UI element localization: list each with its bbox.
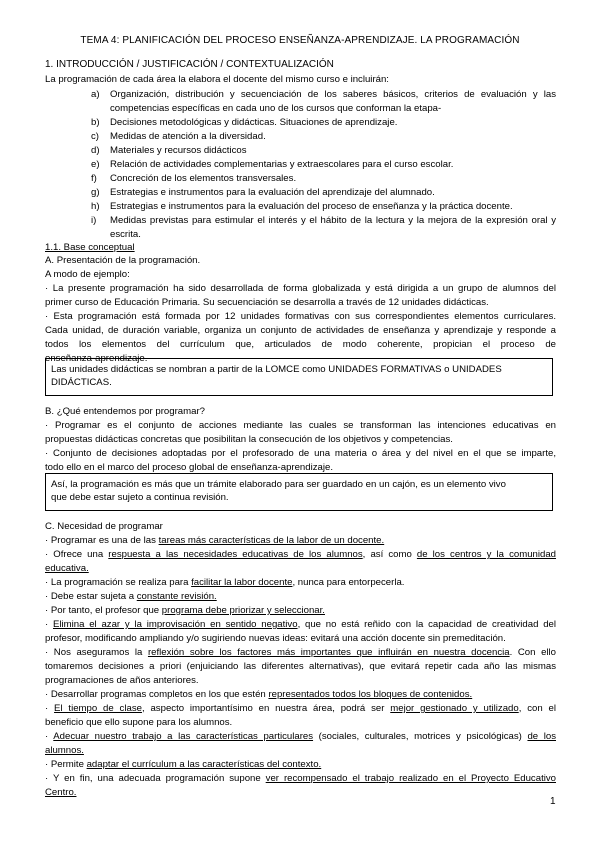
text-run: · xyxy=(45,731,54,742)
text-run: , así como xyxy=(362,549,417,560)
document-title: TEMA 4: PLANIFICACIÓN DEL PROCESO ENSEÑANZA-APRENDIZAJE. LA PROGRAMACIÓN xyxy=(80,35,520,46)
subsection-heading-text: 1.1. Base conceptual xyxy=(45,242,135,253)
paragraph-line xyxy=(45,562,89,575)
paragraph-line xyxy=(45,590,217,603)
list-item-label: g) xyxy=(91,187,100,198)
list-item-label: c) xyxy=(91,131,99,142)
text-run: · xyxy=(45,703,55,714)
paragraph-line xyxy=(45,548,556,561)
underlined-text: tareas más características de la labor de un docente. xyxy=(158,535,385,546)
paragraph-line: primer curso de Educación Primaria. Su secuenciación se desarrolla a través de 12 unidades didácticas. xyxy=(45,297,489,308)
list-item-label: e) xyxy=(91,159,100,170)
paragraph-line xyxy=(45,772,556,785)
paragraph-line xyxy=(45,534,384,547)
paragraph-line xyxy=(45,576,404,589)
paragraph-line: · Programar es el conjunto de acciones mediante las cuales se transforman las intenciones educativas en xyxy=(45,420,556,431)
paragraph-line: profesor, modificando ampliando y/o sugiriendo nuevas ideas: evitará una acción docente sin premeditación. xyxy=(45,633,506,644)
underlined-text: representados todos los bloques de contenidos. xyxy=(268,689,473,700)
paragraph-line xyxy=(45,604,325,617)
note-box-line: que debe estar sujeto a continua revisión. xyxy=(51,492,229,503)
text-run: · Programar es una de las xyxy=(45,535,159,546)
section-c-heading: C. Necesidad de programar xyxy=(45,521,163,532)
list-item-label: f) xyxy=(91,173,97,184)
text-run: · Y en fin, una adecuada programación supone xyxy=(45,773,266,784)
list-item-text: Decisiones metodológicas y didácticas. Situaciones de aprendizaje. xyxy=(110,117,398,128)
underlined-text: ver recompensado el trabajo realizado en el Proyecto Educativo xyxy=(265,773,556,784)
note-box-revision xyxy=(45,473,553,511)
text-run: · Nos aseguramos la xyxy=(45,647,148,658)
underlined-text: reflexión sobre los factores más importantes que influirán en nuestra docencia xyxy=(147,647,510,658)
list-item-text: escrita. xyxy=(110,229,141,240)
underlined-text: constante revisión. xyxy=(136,591,217,602)
paragraph-line xyxy=(45,688,472,701)
underlined-text: alumnos. xyxy=(45,745,84,756)
paragraph-line: tomaremos decisiones a priori (enjuiciando las diferentes alternativas), que evitará repetir cada año las mismas xyxy=(45,661,556,672)
subsection-heading xyxy=(45,241,135,254)
text-run: · xyxy=(45,619,53,630)
list-item-label: d) xyxy=(91,145,100,156)
underlined-text: respuesta a las necesidades educativas de los alumnos xyxy=(108,549,363,560)
underlined-text: facilitar la labor docente xyxy=(191,577,293,588)
text-run: · Por tanto, el profesor que xyxy=(45,605,162,616)
list-item-text: Concreción de los elementos transversales. xyxy=(110,173,297,184)
paragraph-line: programaciones de años anteriores. xyxy=(45,675,199,686)
paragraph-line xyxy=(45,744,84,757)
list-item-text: Medidas de atención a la diversidad. xyxy=(110,131,266,142)
list-item-text: Relación de actividades complementarias y extraescolares para el curso escolar. xyxy=(110,159,454,170)
paragraph-line: todo ello en el marco del proceso global de enseñanza-aprendizaje. xyxy=(45,462,334,473)
underlined-text: Centro. xyxy=(45,787,77,798)
underlined-text: Adecuar nuestro trabajo a las características particulares xyxy=(53,731,314,742)
paragraph-line xyxy=(45,730,556,743)
underlined-text: adaptar el currículum a las características del contexto. xyxy=(86,759,322,770)
text-run: · La programación se realiza para xyxy=(45,577,192,588)
list-item-text: Materiales y recursos didácticos xyxy=(110,145,247,156)
list-item-text: Organización, distribución y secuenciación de los saberes básicos, criterios de evaluación y las xyxy=(110,89,556,100)
paragraph-line xyxy=(45,758,321,771)
paragraph-line: propuestas didácticas concretas que posibilitan la consecución de los objetivos y competencias. xyxy=(45,434,453,445)
underlined-text: educativa. xyxy=(45,563,89,574)
section-a-example: A modo de ejemplo: xyxy=(45,269,130,280)
paragraph-line xyxy=(45,646,556,659)
text-run: · Debe estar sujeta a xyxy=(45,591,137,602)
list-item-label: h) xyxy=(91,201,100,212)
list-item-text: Estrategias e instrumentos para la evaluación del proceso de enseñanza y la práctica docente. xyxy=(110,201,513,212)
section-b-heading: B. ¿Qué entendemos por programar? xyxy=(45,406,205,417)
section-1-intro: La programación de cada área la elabora el docente del mismo curso e incluirán: xyxy=(45,74,389,85)
paragraph-line: · Esta programación está formada por 12 unidades formativas con sus correspondientes elementos curriculares. xyxy=(45,311,556,322)
text-run: , con el xyxy=(518,703,556,714)
paragraph-line xyxy=(45,702,556,715)
text-run: · Desarrollar programas completos en los que estén xyxy=(45,689,269,700)
text-run: · Ofrece una xyxy=(45,549,109,560)
paragraph-line xyxy=(45,618,556,631)
note-box-unidades xyxy=(45,358,553,396)
list-item-label: i) xyxy=(91,215,97,226)
paragraph-line: · La presente programación ha sido desarrollada de forma globalizada y está dirigida a un grupo de alumnos del xyxy=(45,283,556,294)
list-item-text: Estrategias e instrumentos para la evaluación del aprendizaje del alumnado. xyxy=(110,187,435,198)
paragraph-line: todos los elementos del currículum que, articulados de modo coherente, propician el proceso de xyxy=(45,339,556,350)
underlined-text: de los xyxy=(527,731,556,742)
paragraph-line: · Conjunto de decisiones adoptadas por el profesorado de una materia o área y del nivel en el que se imparte, xyxy=(45,448,556,459)
underlined-text: Elimina el azar y la improvisación en sentido negativo xyxy=(52,619,298,630)
underlined-text: El tiempo de clase xyxy=(54,703,142,714)
section-1-heading: 1. INTRODUCCIÓN / JUSTIFICACIÓN / CONTEXTUALIZACIÓN xyxy=(45,59,334,70)
text-run: , aspecto importantísimo en nuestra área, podrá ser xyxy=(141,703,391,714)
underlined-text: programa debe priorizar y seleccionar. xyxy=(161,605,325,616)
list-item-label: b) xyxy=(91,117,100,128)
section-a-heading: A. Presentación de la programación. xyxy=(45,255,201,266)
text-run: , nunca para entorpecerla. xyxy=(292,577,405,588)
text-run: . Con ello xyxy=(509,647,557,658)
paragraph-line: beneficio que ello supone para los alumnos. xyxy=(45,717,233,728)
note-box-line: Así, la programación es más que un trámite elaborado para ser guardado en un cajón, es un elemento vivo xyxy=(51,479,506,490)
text-run: · Permite xyxy=(45,759,87,770)
note-box-line: DIDÁCTICAS. xyxy=(51,377,112,388)
list-item-text: competencias específicas en cada uno de los cursos que conforman la etapa- xyxy=(110,103,442,114)
note-box-line: Las unidades didácticas se nombran a partir de la LOMCE como UNIDADES FORMATIVAS o UNIDADES xyxy=(51,364,502,375)
text-run: , que no está reñido con la capacidad de creatividad del xyxy=(297,619,556,630)
paragraph-line: enseñanza-aprendizaje. xyxy=(45,353,148,364)
paragraph-line: Cada unidad, de duración variable, organiza un conjunto de actividades de enseñanza y aprendizaje y responde a xyxy=(45,325,556,336)
list-item-text: Medidas previstas para estimular el interés y el hábito de la lectura y la mejora de la expresión oral y xyxy=(110,215,556,226)
underlined-text: mejor gestionado y utilizado xyxy=(390,703,519,714)
paragraph-line xyxy=(45,786,76,799)
underlined-text: de los centros y la comunidad xyxy=(416,549,557,560)
list-item-label: a) xyxy=(91,89,100,100)
text-run: (sociales, culturales, motrices y psicológicas) xyxy=(313,731,528,742)
page-number: 1 xyxy=(550,796,556,807)
